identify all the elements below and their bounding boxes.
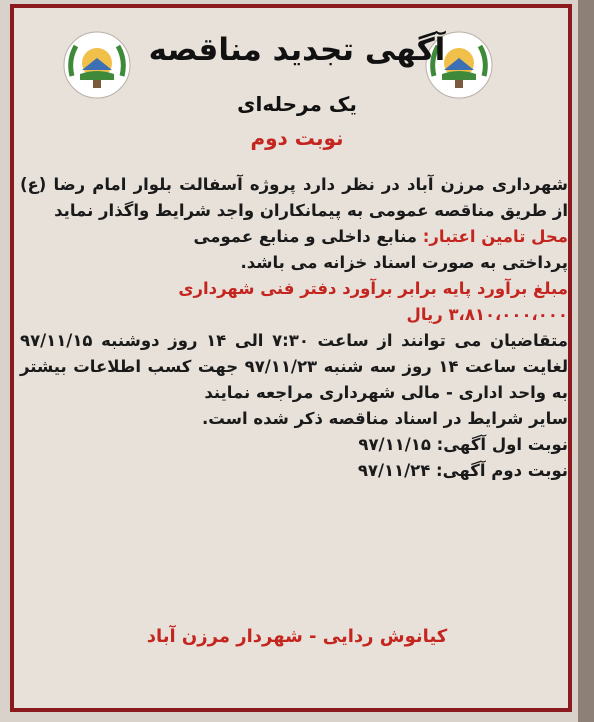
other-conditions: سایر شرایط در اسناد مناقصه ذکر شده است. [201,409,568,428]
estimate-label: مبلغ برآورد پایه برابر برآورد دفتر فنی شهرداری [178,279,568,298]
intro-paragraph: شهرداری مرزن آباد در نظر دارد پروژه آسفالت بلوار امام رضا (ع) از طریق مناقصه عمومی به پیمانکاران واجد شرایط واگذار نماید [20,175,568,220]
funding-line [20,224,568,250]
first-notice-date: نوبت اول آگهی: ۹۷/۱۱/۱۵ [358,435,568,454]
notice-body [20,172,568,484]
second-notice-date: نوبت دوم آگهی: ۹۷/۱۱/۲۴ [357,461,568,480]
payment-line: پرداختی به صورت اسناد خزانه می باشد. [240,253,568,272]
estimate-value: ۳،۸۱۰،۰۰۰،۰۰۰ ریال [406,305,568,324]
applicants-paragraph: متقاضیان می توانند از ساعت ۷:۳۰ الی ۱۴ روز دوشنبه ۹۷/۱۱/۱۵ لغایت ساعت ۱۴ روز سه شنبه ۹۷/۱۱/۲۳ جهت کسب اطلاعات بیشتر به واحد اداری - مالی شهرداری مراجعه نمایند [20,331,569,402]
signature-line: کیانوش ردایی - شهردار مرزن آباد [146,626,448,647]
funding-label: محل تامین اعتبار: [422,227,568,246]
funding-value: منابع داخلی و منابع عمومی [193,227,418,246]
notice-title: آگهی تجدید مناقصه [148,32,446,68]
notice-subtitle: یک مرحله‌ای [237,92,357,116]
notice-round: نوبت دوم [250,126,344,150]
